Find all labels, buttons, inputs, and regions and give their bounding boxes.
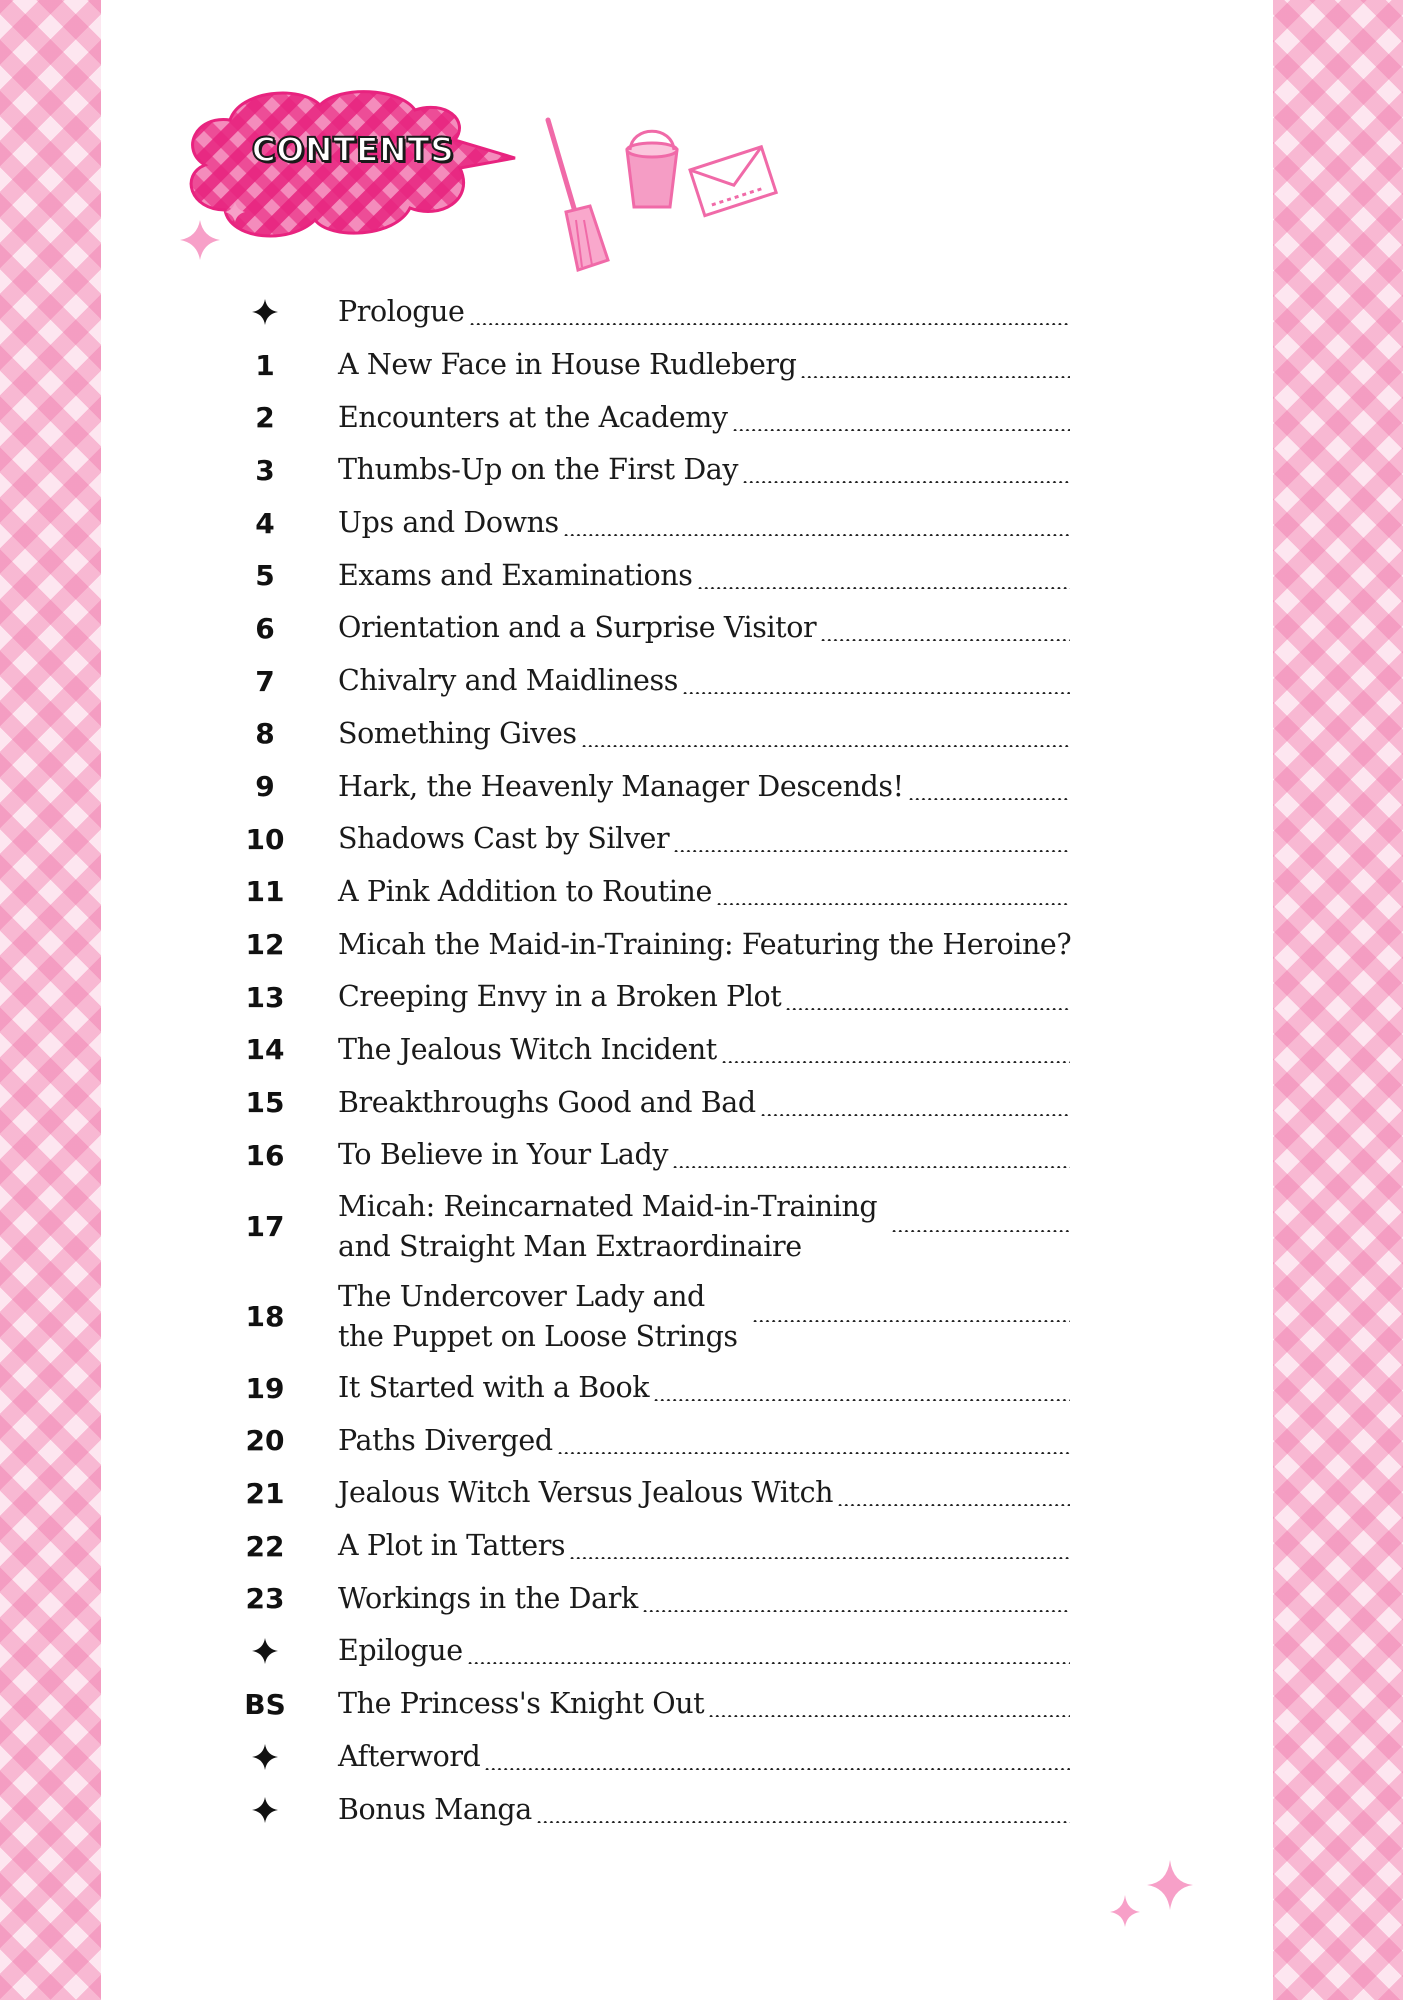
toc-title: A New Face in House Rudleberg (338, 348, 797, 382)
dot-leader (708, 1715, 1070, 1717)
toc-entry (338, 760, 1070, 813)
toc-entry (338, 1467, 1070, 1520)
toc-row[interactable] (230, 1362, 1070, 1415)
page-title: CONTENTS (251, 130, 455, 169)
dot-leader (563, 534, 1070, 536)
toc-number: 12 (245, 928, 285, 962)
toc-entry (338, 1678, 1070, 1731)
toc-number: 20 (245, 1424, 285, 1458)
gingham-border-right (1273, 0, 1403, 2000)
dot-leader (642, 1610, 1070, 1612)
toc-entry (338, 655, 1070, 708)
toc-number: 11 (245, 875, 285, 909)
toc-entry (338, 918, 1070, 971)
dot-leader (891, 1230, 1070, 1232)
dot-leader (716, 903, 1070, 905)
toc-row[interactable] (230, 971, 1070, 1024)
toc-number: 14 (245, 1033, 285, 1067)
toc-entry (338, 1783, 1070, 1836)
dot-leader (484, 1768, 1070, 1770)
toc-number: 9 (255, 770, 275, 804)
toc-number: 19 (245, 1371, 285, 1405)
sparkle-icon (1105, 1855, 1195, 1935)
toc-number: 17 (245, 1210, 285, 1244)
dot-leader (742, 481, 1070, 483)
toc-entry (338, 813, 1070, 866)
toc-title: Creeping Envy in a Broken Plot (338, 980, 782, 1014)
star-bullet-icon (251, 1796, 279, 1824)
toc-row[interactable] (230, 549, 1070, 602)
dot-leader (581, 745, 1070, 747)
toc-row[interactable] (230, 339, 1070, 392)
toc-number: BS (244, 1687, 286, 1721)
table-of-contents (230, 286, 1070, 1836)
toc-row[interactable] (230, 1076, 1070, 1129)
toc-entry (338, 444, 1070, 497)
sparkle-icon (180, 202, 245, 260)
toc-title: Bonus Manga (338, 1792, 532, 1826)
dot-leader (682, 692, 1070, 694)
toc-row[interactable] (230, 813, 1070, 866)
toc-entry (338, 1129, 1070, 1182)
toc-row[interactable] (230, 497, 1070, 550)
toc-title: Exams and Examinations (338, 558, 693, 592)
toc-row[interactable] (230, 1129, 1070, 1182)
toc-title: Encounters at the Academy (338, 400, 728, 434)
toc-title: It Started with a Book (338, 1371, 650, 1405)
toc-title: The Princess's Knight Out (338, 1687, 705, 1721)
toc-row[interactable] (230, 1678, 1070, 1731)
dot-leader (697, 587, 1071, 589)
toc-number: 22 (245, 1529, 285, 1563)
toc-title: A Plot in Tatters (338, 1529, 566, 1563)
toc-row[interactable] (230, 1024, 1070, 1077)
toc-title: A Pink Addition to Routine (338, 874, 712, 908)
toc-row[interactable] (230, 1783, 1070, 1836)
toc-entry (338, 1625, 1070, 1678)
toc-title: Something Gives (338, 716, 577, 750)
toc-row[interactable] (230, 655, 1070, 708)
toc-entry (338, 1731, 1070, 1784)
dot-leader (469, 323, 1071, 325)
broom-icon (548, 120, 608, 270)
toc-title: Jealous Witch Versus Jealous Witch (338, 1476, 834, 1510)
toc-entry (338, 1182, 1070, 1272)
toc-entry (338, 549, 1070, 602)
toc-title: Breakthroughs Good and Bad (338, 1085, 756, 1119)
toc-entry (338, 866, 1070, 919)
toc-number: 7 (255, 664, 275, 698)
toc-entry (338, 339, 1070, 392)
dot-leader (721, 1061, 1070, 1063)
toc-number: 2 (255, 401, 275, 435)
toc-title: Orientation and a Surprise Visitor (338, 611, 817, 645)
toc-number: 13 (245, 980, 285, 1014)
star-bullet-icon (251, 1743, 279, 1771)
bucket-icon (627, 131, 677, 207)
toc-number: 21 (245, 1476, 285, 1510)
dot-leader (467, 1662, 1070, 1664)
toc-title: To Believe in Your Lady (338, 1138, 669, 1172)
toc-entry (338, 1272, 1070, 1362)
toc-row[interactable] (230, 708, 1070, 761)
toc-title: Paths Diverged (338, 1423, 553, 1457)
dot-leader (672, 1166, 1070, 1168)
toc-row[interactable] (230, 1625, 1070, 1678)
toc-title-line: and Straight Man Extraordinaire (338, 1229, 802, 1263)
dot-leader (820, 639, 1070, 641)
toc-entry (338, 1362, 1070, 1415)
dot-leader (536, 1821, 1070, 1823)
toc-marker (230, 1625, 300, 1678)
toc-row[interactable] (230, 286, 1070, 339)
dot-leader (732, 429, 1070, 431)
toc-marker (230, 286, 300, 339)
toc-title-line: the Puppet on Loose Strings (338, 1319, 738, 1353)
toc-row[interactable] (230, 1731, 1070, 1784)
toc-entry (338, 497, 1070, 550)
toc-title-line: The Undercover Lady and (338, 1279, 705, 1313)
toc-title (338, 1277, 738, 1357)
toc-number: 8 (255, 717, 275, 751)
toc-title: The Jealous Witch Incident (338, 1032, 717, 1066)
toc-title-line: Micah: Reincarnated Maid-in-Training (338, 1189, 878, 1223)
toc-row[interactable] (230, 391, 1070, 444)
toc-row[interactable] (230, 918, 1070, 971)
toc-number: 3 (255, 453, 275, 487)
dot-leader (837, 1504, 1070, 1506)
dot-leader (557, 1452, 1070, 1454)
toc-title: Micah the Maid-in-Training: Featuring the Heroine? (338, 927, 1072, 961)
toc-row[interactable] (230, 1272, 1070, 1362)
toc-row[interactable] (230, 1467, 1070, 1520)
toc-number: 5 (255, 559, 275, 593)
toc-number: 23 (245, 1582, 285, 1616)
toc-title: Thumbs-Up on the First Day (338, 453, 739, 487)
toc-row[interactable] (230, 760, 1070, 813)
toc-entry (338, 1520, 1070, 1573)
toc-title: Workings in the Dark (338, 1581, 638, 1615)
toc-title: Ups and Downs (338, 506, 559, 540)
toc-title (338, 1187, 877, 1267)
toc-title: Chivalry and Maidliness (338, 664, 678, 698)
toc-entry (338, 602, 1070, 655)
toc-number: 16 (245, 1138, 285, 1172)
toc-row[interactable] (230, 444, 1070, 497)
star-bullet-icon (251, 298, 279, 326)
toc-title: Hark, the Heavenly Manager Descends! (338, 769, 904, 803)
toc-number: 15 (245, 1086, 285, 1120)
toc-title: Prologue (338, 295, 465, 329)
toc-row[interactable] (230, 1520, 1070, 1573)
dot-leader (569, 1557, 1070, 1559)
toc-row[interactable] (230, 602, 1070, 655)
toc-row[interactable] (230, 866, 1070, 919)
dot-leader (760, 1114, 1070, 1116)
star-bullet-icon (251, 1637, 279, 1665)
dot-leader (653, 1399, 1070, 1401)
toc-title: Afterword (338, 1739, 481, 1773)
toc-entry (338, 1414, 1070, 1467)
toc-row[interactable] (230, 1414, 1070, 1467)
toc-title: Shadows Cast by Silver (338, 822, 670, 856)
toc-number: 1 (255, 348, 275, 382)
toc-number: 6 (255, 611, 275, 645)
toc-number: 10 (245, 822, 285, 856)
dot-leader (908, 798, 1070, 800)
toc-marker (230, 1783, 300, 1836)
toc-entry (338, 1076, 1070, 1129)
toc-number: 4 (255, 506, 275, 540)
toc-marker (230, 1731, 300, 1784)
toc-number: 18 (245, 1300, 285, 1334)
dot-leader (785, 1008, 1070, 1010)
toc-entry (338, 286, 1070, 339)
toc-entry (338, 971, 1070, 1024)
toc-row[interactable] (230, 1572, 1070, 1625)
dot-leader (752, 1320, 1070, 1322)
toc-entry (338, 1024, 1070, 1077)
toc-row[interactable] (230, 1182, 1070, 1272)
toc-entry (338, 708, 1070, 761)
letter-icon (690, 147, 776, 216)
dot-leader (800, 376, 1070, 378)
dot-leader (673, 850, 1070, 852)
gingham-border-left (0, 0, 101, 2000)
contents-header-art (170, 80, 810, 310)
toc-entry (338, 391, 1070, 444)
toc-entry (338, 1572, 1070, 1625)
toc-title: Epilogue (338, 1634, 463, 1668)
